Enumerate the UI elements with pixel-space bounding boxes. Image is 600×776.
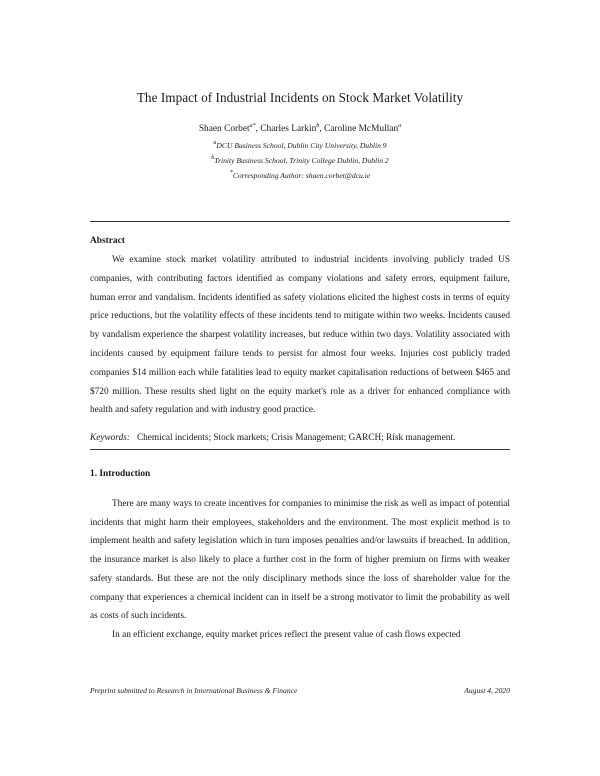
abstract-heading: Abstract	[90, 236, 125, 246]
author-affiliation-mark: a*	[249, 123, 256, 129]
corresponding-author	[0, 171, 600, 180]
author-name: Caroline McMullan	[323, 124, 399, 134]
affiliation-text: Corresponding Author: shaen.corbet@dcu.ie	[232, 171, 371, 180]
abstract-text: We examine stock market volatility attributed to industrial incidents involving publicly traded US companies, with contributing factors identified as company violations and safety errors, equipment failure, human error and vandalism. Incidents identified as safety violations elicited the highest costs in terms of equity price reductions, but the volatility effects of these incidents tend to mitigate within two weeks. Incidents caused by vandalism experience the sharpest volatility increases, but reduce within two days. Volatility associated with incidents caused by equipment failure tends to persist for almost four weeks. Injuries cost publicly traded companies $14 million each while fatalities lead to equity market capitalisation reductions of between $465 and $720 million. These results shed light on the equity market's role as a driver for enhanced compliance with health and safety regulation and with industry good practice.	[90, 255, 510, 416]
affiliation-line	[0, 141, 600, 150]
footer-date: August 4, 2020	[464, 686, 510, 695]
author-affiliation-mark: a	[398, 123, 402, 129]
keywords-text: Chemical incidents; Stock markets; Crisis Management; GARCH; Risk management.	[136, 433, 456, 443]
body-paragraph: In an efficient exchange, equity market prices reflect the present value of cash flows expected	[112, 630, 461, 640]
author-name: Charles Larkin	[260, 124, 317, 134]
author-name: Shaen Corbet	[198, 124, 250, 134]
affiliation-mark: *	[229, 170, 233, 176]
affiliation-text: Trinity Business School, Trinity College Dublin, Dublin 2	[214, 156, 389, 165]
affiliation-text: DCU Business School, Dublin City University, Dublin 9	[216, 141, 387, 150]
footer-journal: Preprint submitted to Research in International Business & Finance	[90, 686, 298, 695]
affiliation-mark: b	[211, 155, 215, 161]
author-separator: ,	[255, 124, 261, 134]
author-separator: ,	[319, 124, 324, 134]
top-divider	[90, 221, 510, 222]
bottom-divider	[90, 449, 510, 450]
keywords-label: Keywords:	[90, 433, 130, 443]
body-paragraph: There are many ways to create incentives for companies to minimise the risk as well as impact of potential incidents that might harm their employees, stakeholders and the environment. The most explicit method is to implement health and safety legislation which in turn imposes penalties and/or lawsuits if breached. In addition, the insurance market is also likely to place a further cost in the form of higher premium on firms with weaker safety standards. But these are not the only disciplinary methods since the loss of shareholder value for the company that experiences a chemical incident can in itself be a strong motivator to limit the probability as well as costs of such incidents.	[90, 499, 510, 622]
paper-title: The Impact of Industrial Incidents on Stock Market Volatility	[136, 90, 464, 105]
author-affiliation-mark: b	[316, 123, 320, 129]
affiliation-mark: a	[213, 140, 217, 146]
section-heading: 1. Introduction	[90, 469, 151, 479]
keywords-line	[90, 432, 520, 444]
author-list	[0, 124, 600, 134]
affiliation-line	[0, 156, 600, 165]
